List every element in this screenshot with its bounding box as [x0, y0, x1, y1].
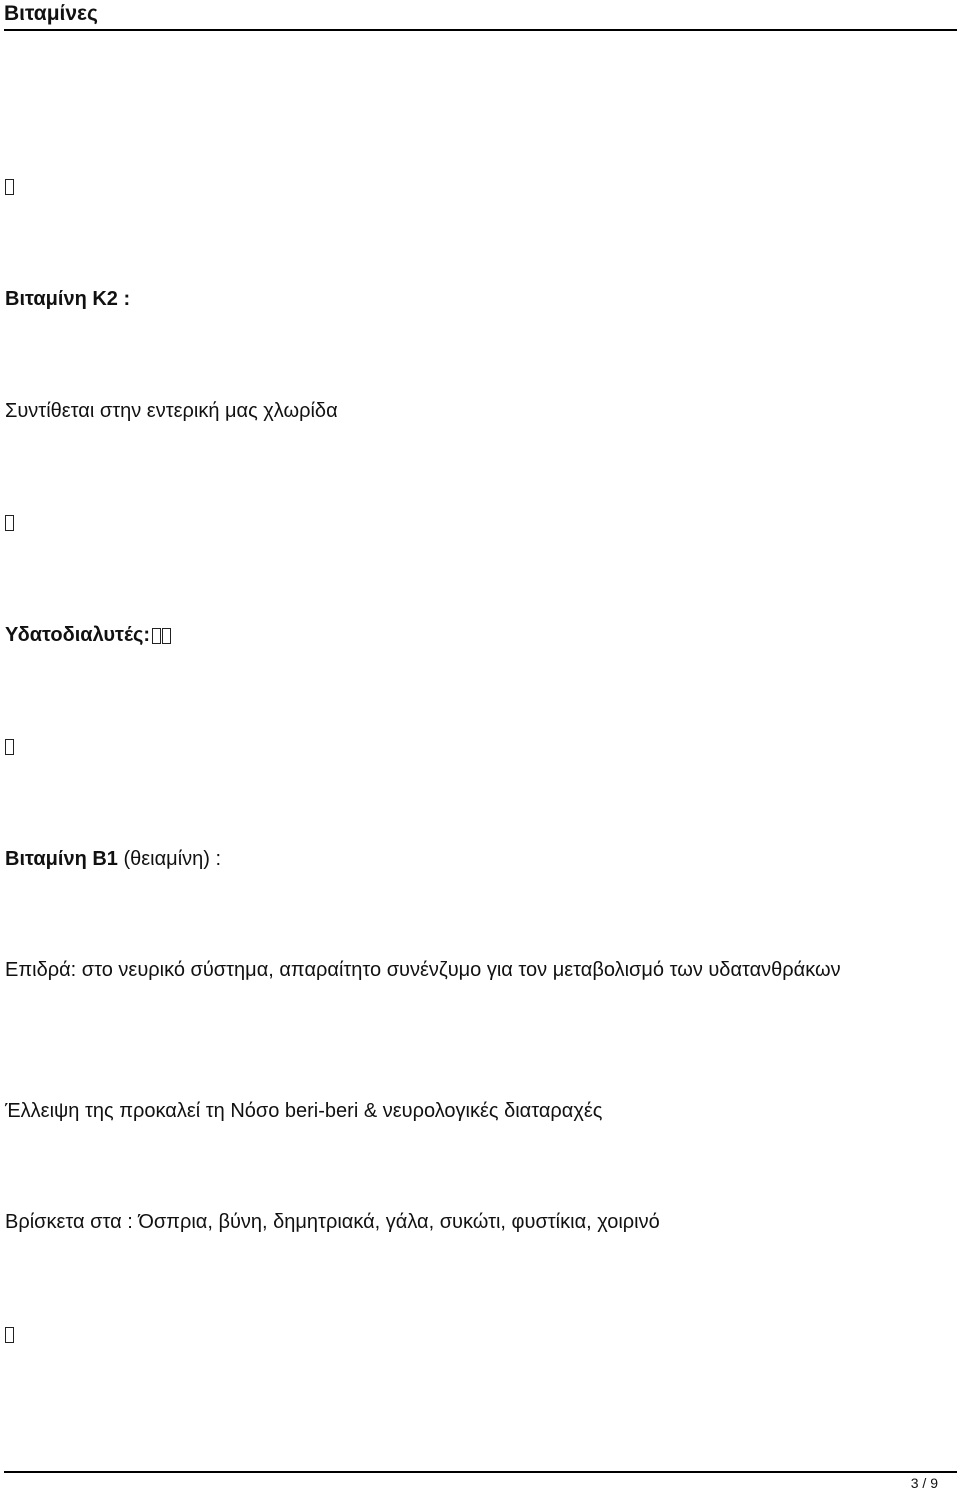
- missing-glyph-placeholder: [5, 177, 15, 197]
- vitamin-b1-heading-rest: (θειαμίνη) :: [117, 848, 222, 870]
- page-header-title: Βιταμίνες: [4, 2, 98, 25]
- vitamin-b1-sources: Βρίσκετα στα : Όσπρια, βύνη, δημητριακά, γάλα, συκώτι, φυστίκια, χοιρινό: [5, 1211, 660, 1233]
- vitamin-k2-description: Συντίθεται στην εντερική μας χλωρίδα: [5, 400, 338, 422]
- vitamin-b1-heading: [5, 845, 221, 873]
- water-soluble-heading: [5, 621, 172, 649]
- missing-glyph-placeholder: [5, 737, 15, 757]
- vitamin-b1-effect: Επιδρά: στο νευρικό σύστημα, απαραίτητο συνένζυμο για τον μεταβολισμό των υδατανθράκων: [5, 959, 841, 981]
- missing-glyph-icon: [5, 739, 14, 755]
- footer-divider: [4, 1471, 957, 1473]
- water-soluble-heading-text: Υδατοδιαλυτές:: [5, 624, 151, 646]
- missing-glyph-icon: [5, 1327, 14, 1343]
- vitamin-b1-heading-bold: Βιταμίνη Β1: [5, 848, 118, 870]
- vitamin-k2-heading: Βιταμίνη Κ2 :: [5, 288, 131, 310]
- missing-glyphs-group: [152, 628, 172, 644]
- missing-glyph-icon: [162, 628, 171, 644]
- missing-glyph-icon: [5, 515, 14, 531]
- page-number: 3 / 9: [910, 1475, 938, 1491]
- missing-glyph-placeholder: [5, 513, 15, 533]
- vitamin-b1-deficiency: Έλλειψη της προκαλεί τη Νόσο beri-beri & νευρολογικές διαταραχές: [5, 1100, 603, 1122]
- header-divider: [4, 29, 957, 31]
- missing-glyph-placeholder: [5, 1325, 15, 1345]
- missing-glyph-icon: [152, 628, 161, 644]
- missing-glyph-icon: [5, 179, 14, 195]
